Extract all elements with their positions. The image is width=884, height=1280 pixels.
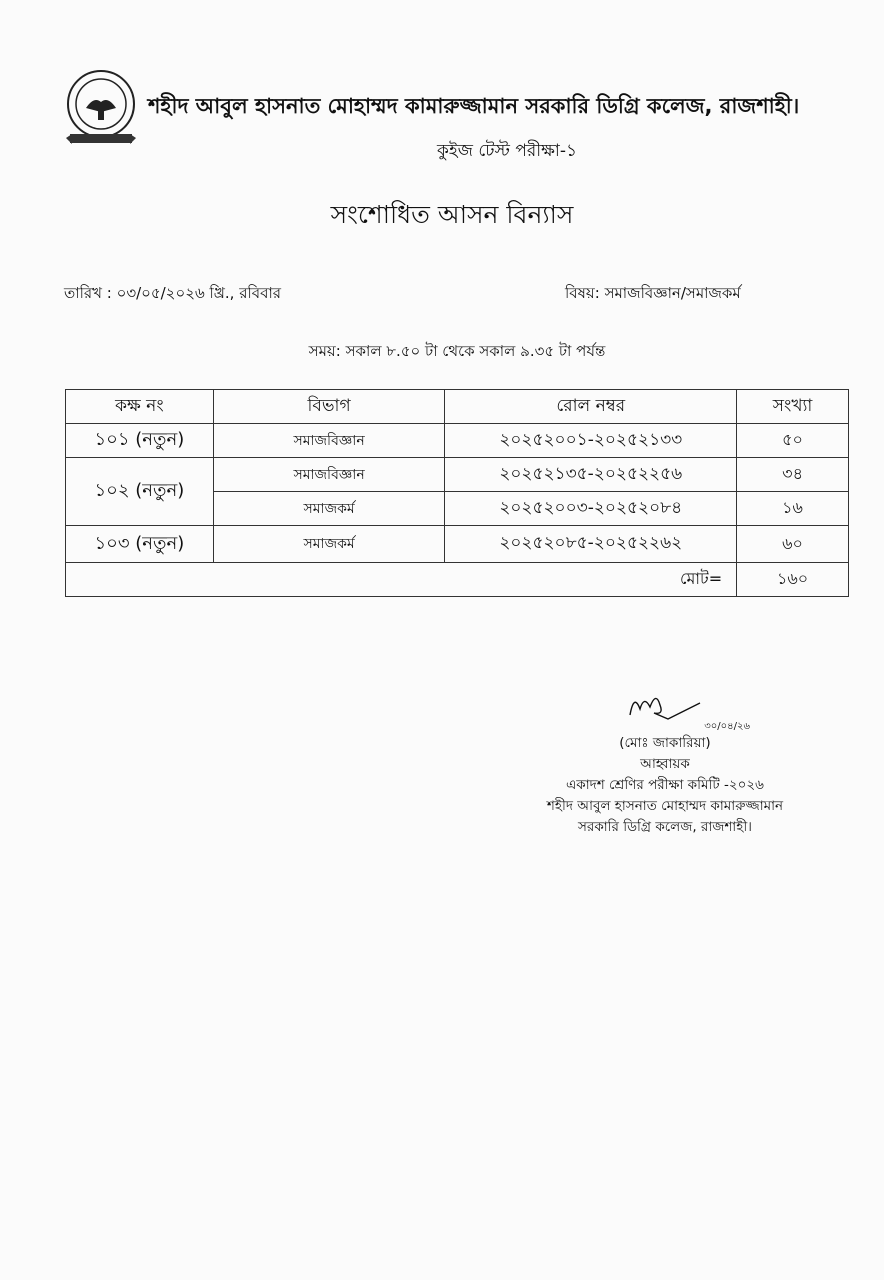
table-header-row — [66, 390, 849, 424]
exam-time: সময়: সকাল ৮.৫০ টা থেকে সকাল ৯.৩৫ টা পর্যন্ত — [308, 342, 606, 360]
department-cell: সমাজবিজ্ঞান — [213, 458, 445, 492]
table-row — [66, 424, 849, 458]
count-cell: ৫০ — [737, 424, 849, 458]
roll-cell: ২০২৫২১৩৫-২০২৫২২৫৬ — [445, 458, 737, 492]
header-roll: রোল নম্বর — [445, 390, 737, 424]
document-title: সংশোধিত আসন বিন্যাস — [330, 200, 574, 229]
signatory-role: আহ্বায়ক — [640, 756, 690, 772]
signature-icon — [620, 685, 710, 721]
count-cell: ৩৪ — [737, 458, 849, 492]
header-room: কক্ষ নং — [66, 390, 214, 424]
total-count: ১৬০ — [737, 563, 849, 597]
count-cell: ৬০ — [737, 526, 849, 563]
total-row — [66, 563, 849, 597]
committee-name: একাদশ শ্রেণির পরীক্ষা কমিটি -২০২৬ — [566, 777, 764, 793]
roll-cell: ২০২৫২০৮৫-২০২৫২২৬২ — [445, 526, 737, 563]
table-row — [66, 526, 849, 563]
department-cell: সমাজকর্ম — [213, 526, 445, 563]
college-line-2: সরকারি ডিগ্রি কলেজ, রাজশাহী। — [577, 819, 753, 835]
exam-name: কুইজ টেস্ট পরীক্ষা-১ — [437, 141, 577, 161]
college-name: শহীদ আবুল হাসনাত মোহাম্মদ কামারুজ্জামান সরকারি ডিগ্রি কলেজ, রাজশাহী। — [148, 94, 800, 118]
seating-table — [65, 389, 849, 597]
college-line-1: শহীদ আবুল হাসনাত মোহাম্মদ কামারুজ্জামান — [546, 798, 784, 814]
table-row — [66, 458, 849, 492]
room-cell: ১০৩ (নতুন) — [66, 526, 214, 563]
department-cell: সমাজবিজ্ঞান — [213, 424, 445, 458]
exam-subject: বিষয়: সমাজবিজ্ঞান/সমাজকর্ম — [565, 284, 741, 302]
roll-cell: ২০২৫২০০৩-২০২৫২০৮৪ — [445, 492, 737, 526]
room-cell: ১০১ (নতুন) — [66, 424, 214, 458]
roll-cell: ২০২৫২০০১-২০২৫২১৩৩ — [445, 424, 737, 458]
count-cell: ১৬ — [737, 492, 849, 526]
header-count: সংখ্যা — [737, 390, 849, 424]
exam-date: তারিখ : ০৩/০৫/২০২৬ খ্রি., রবিবার — [64, 284, 282, 302]
room-cell: ১০২ (নতুন) — [66, 458, 214, 526]
signature-date: ৩০/০৪/২৬ — [704, 721, 750, 732]
signatory-name: (মোঃ জাকারিয়া) — [619, 735, 711, 751]
total-label: মোট= — [66, 563, 737, 597]
header-department: বিভাগ — [213, 390, 445, 424]
department-cell: সমাজকর্ম — [213, 492, 445, 526]
signature-block — [540, 685, 790, 838]
